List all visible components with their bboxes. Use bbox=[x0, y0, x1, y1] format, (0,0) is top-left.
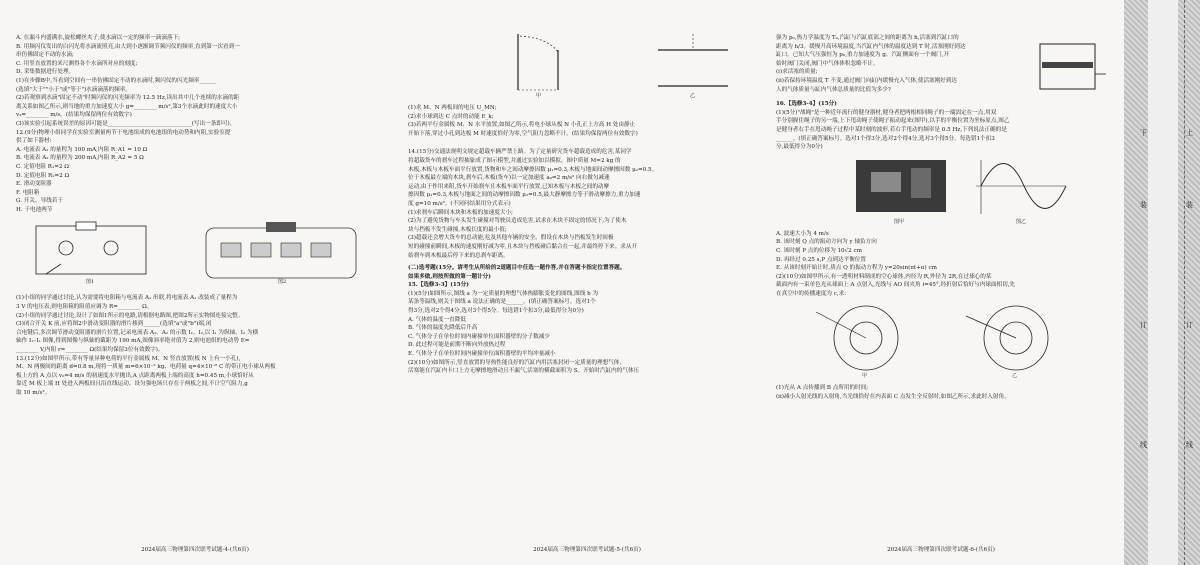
binding-mark: 线 bbox=[1140, 441, 1147, 449]
text-line: A. 气体的温度一直降低 bbox=[408, 316, 466, 323]
figure-caption: 图甲 bbox=[894, 218, 905, 225]
elective-instruction: 如果多做,则按所做的第一题计分) bbox=[408, 273, 491, 280]
question-text-block bbox=[16, 294, 378, 397]
binding-mark: 装 bbox=[1186, 201, 1193, 209]
wave-figures bbox=[776, 156, 1110, 226]
text-line: B. 该时刻 Q 点的振动方向为 y 轴负方向 bbox=[776, 239, 877, 246]
text-line: E. 气体分子在单位时间内碰撞单位面积器壁的平均冲量减小 bbox=[408, 351, 556, 358]
text-line: A. 电流表 A₁ 的量程为 100 mA,内阻 R_A1 = 10 Ω bbox=[16, 146, 148, 153]
text-line: 离关系如图乙所示,则当地的重力加速度大小 g=________ m/s²,第3个水滴此时的速度大小 bbox=[16, 103, 238, 110]
question-text-block bbox=[776, 384, 1110, 401]
sphere-figures bbox=[776, 302, 1110, 380]
text-line: B. 用频闪仪发出的白闪光将水滴流照亮,由大到小逐渐调节频闪仪的频率,直到第一次看到一 bbox=[16, 43, 240, 50]
text-line: A. 波速大小为 4 m/s bbox=[776, 230, 829, 237]
text-line: (2)求小球到达 C 点时的动能 E_k; bbox=[408, 113, 494, 120]
text-line: (3)该实验引起系统误差的原因可能是______________________________(写出一条即可)。 bbox=[16, 120, 236, 127]
question-title: 16.【选修3-4】(15分) bbox=[776, 101, 837, 108]
text-line: (1)在步骤B中,当看到空间有一串仿佛固定不动的水滴时,频闪仪的闪光频率______ bbox=[16, 77, 217, 84]
figure-caption: 甲 bbox=[536, 93, 542, 99]
text-line: 木板,木板与木板车面平行放置,货物和车之间动摩擦因数 μ₁=0.3,木板与地面间动摩擦因数 μ₂=0.5。 bbox=[408, 166, 658, 173]
text-line: M、N 两极间的距离 d=0.8 m,现将一质量 m=6×10⁻² kg、电荷量 q=4×10⁻⁶ C 的带正电小球从两板 bbox=[16, 364, 276, 371]
text-line: B. 气体的温度先降低后升高 bbox=[408, 325, 478, 332]
question-title: 15.【选修3-3】(15分) bbox=[408, 282, 469, 289]
text-line: 手分别握住绳子的另一端,上下甩动绳子使绳子振动起来(图甲),以手的平衡位置为坐标原点,图乙 bbox=[776, 118, 1010, 125]
question-text-block bbox=[408, 104, 770, 138]
text-line: G. 开关、导线若干 bbox=[16, 198, 63, 205]
text-line: 在真空中的传播速度为 c,求: bbox=[776, 290, 847, 297]
binding-mark: 订 bbox=[1140, 321, 1147, 329]
text-line: C. 定值电阻 R₁=2 Ω bbox=[16, 163, 69, 170]
text-line: ______。(填正确答案标号。选对1个得3分,选对2个得4分,选对3个得5分。每选错1个扣3 bbox=[776, 135, 995, 142]
text-line: A. 在漏斗内盛满水,旋松螺丝夹子,使水滴以一定的频率一滴滴落下; bbox=[16, 35, 181, 41]
elective-instruction: (二)选考题(15分。请考生从所给的2道题目中任选一题作答,并在答题卡指定位置答题。 bbox=[408, 265, 626, 272]
text-line: 人的气体质量与缸内气体总质量的比值为多少? bbox=[776, 86, 891, 93]
text-line: D. 采集数据进行处理。 bbox=[16, 69, 75, 76]
binding-mark: 下 bbox=[1140, 129, 1147, 137]
exam-page-5 bbox=[392, 0, 782, 565]
page-footer: 2024届高三物理第四次联考试题-4-(共6页) bbox=[141, 547, 249, 553]
text-line: (1)求 M、N 两板间的电压 U_MN; bbox=[408, 105, 497, 111]
text-line: D. 定值电阻 R₂=2 Ω bbox=[16, 172, 70, 179]
battle-rope-figures bbox=[776, 156, 1116, 218]
text-line: (1)(5分)"战绳"是一种近年流行的健身器材,健身者把两根相同绳子的一端固定在一点,用双 bbox=[776, 109, 997, 116]
question-text-block bbox=[408, 148, 770, 260]
text-line: 缸口。已知大气压强恒为 p₀,重力加速度为 g。汽缸侧面有一个阀门,开 bbox=[776, 52, 950, 59]
text-line: (2)小组的同学通过讨论,设计了如图1所示的电路,请根据电路图,把图2所示实物图连接完整。 bbox=[16, 312, 244, 319]
text-line: (1)求刹车后瞬间木块和木板的加速度大小; bbox=[408, 209, 513, 216]
text-line: ________ V,内阻 r=________ Ω(结果均保留3位有效数字)。 bbox=[16, 347, 164, 354]
text-line: 合电键后,多次调节滑动变阻器的滑片位置,记录电流表 A₁、A₂ 的示数 I₁、I₂,以 I₁ 为纵轴、I₂ 为横 bbox=[16, 329, 259, 336]
text-line: 某条等温线,则关于图线 a 说法正确的是______。(填正确答案标号。选对1个 bbox=[408, 299, 596, 306]
text-line: 运动,由于作用来阻,货车开始刹车且木板车面平行放置,已知木板与木板之间的动摩 bbox=[408, 183, 610, 190]
text-line: 始时阀门关闭,阀门中气体体积忽略不计。 bbox=[776, 60, 879, 67]
text-line: (1)小组的同学通过讨论,认为需要将电阻箱与电流表 A₁ 串联,将电流表 A₁ 改装成了量程为 bbox=[16, 295, 238, 302]
text-line: (3)超载还会增大货车的总动能,危及其他车辆的安全。假设在木块与挡板发生时间极 bbox=[408, 235, 614, 242]
text-line: 轴作 I₁–I₂ 图像,得到图像与纵轴的截距为 190 mA,图像斜率绝对值为 2,则电池组的电动势 E= bbox=[16, 338, 250, 345]
circuit-figures bbox=[16, 218, 378, 290]
text-line: 板上方的 A 点以 v₀=4 m/s 的初速度水平抛出,A 点距离两板上端的高度 h=0.45 m,小球恰好从 bbox=[16, 372, 254, 379]
text-line: C. 用竖直放置的米尺测得各个水滴所对应的刻度; bbox=[16, 60, 138, 67]
text-line: D. 此过程可能是前期不断向外放热过程 bbox=[408, 342, 506, 349]
figure-caption: 乙 bbox=[690, 93, 696, 99]
text-line: 度 g=10 m/s²。(不同问结果用分式表示) bbox=[408, 200, 511, 207]
text-line: 短的碰撞前瞬间,木板的速度刚好减为零,且木块与挡板碰后黏合在一起,并最终停下来。求从开 bbox=[408, 243, 638, 250]
text-line: (i)求活塞的质量; bbox=[776, 69, 818, 76]
text-line: (ii)减小入射光线的入射角,当光线恰好在内表面 C 点发生全反射时,如图乙所示,求此时入射角。 bbox=[776, 394, 1010, 401]
text-line: 距离为 h/3。缓慢升高环境温度,当汽缸内气体的温度达到 T 时,活塞刚好到达 bbox=[776, 43, 966, 50]
text-line: v₃=________ m/s。(结果均保留两位有效数字) bbox=[16, 112, 132, 119]
text-line: E. 滑动变阻器 bbox=[16, 181, 52, 188]
text-line: 块与挡板不发生碰撞,木板长度的最小值; bbox=[408, 226, 507, 233]
text-line: C. 气体分子在单位时间内碰撞单位面积器壁的分子数减少 bbox=[408, 333, 550, 340]
text-line: E. 从该时刻开始计时,质点 Q 的振动方程为 y=20sin(πt+π) cm bbox=[776, 265, 937, 272]
text-line: 供了如下器材: bbox=[16, 138, 52, 145]
text-line: (1)(5分)如图所示,图线 a 为一定质量的理想气体热膨胀变化的图线,图线 b 为 bbox=[408, 290, 599, 297]
text-line: 是健身者右手在甩动绳子过程中某时刻的波形,若右手甩动的频率是 0.5 Hz,下列说法正确的是 bbox=[776, 126, 1007, 133]
text-line: (选填"大于""小于"或"等于")水滴滴落的频率。 bbox=[16, 86, 131, 93]
text-line: 12.(9分)物理小组同学在实验室测量两节干电池组成的电池组的电动势和内阻,实验室提 bbox=[16, 129, 231, 136]
text-line: 得3分,选对2个得4分,选对3个得5分。每选错1个扣3分,最低得分为0分) bbox=[408, 308, 584, 315]
text-line: 强为 p₀,热力学温度为 T₀,汽缸与汽缸底部之间的距离为 h,活塞到汽缸口的 bbox=[776, 35, 959, 41]
text-line: 靠近 M 板上端 H 处进入两板间且沿直线运动。设匀强电场只存在于两板之间,不计空气阻力,g bbox=[16, 381, 248, 388]
figure-caption: 图乙 bbox=[1016, 218, 1027, 225]
hollow-sphere-diagram bbox=[776, 302, 1116, 374]
question-text-block bbox=[776, 230, 1110, 299]
binding-mark: 装 bbox=[1140, 201, 1147, 209]
text-line: F. 电阻箱 bbox=[16, 189, 40, 196]
text-line: (ii)若保持环境温度 T 不变,通过阀门向缸内缓慢充入气体,使活塞刚好到达 bbox=[776, 77, 958, 84]
text-line: (2)(10分)如图甲所示,有一透明材料制成的空心球体,内径为 R,外径为 2R,在过球心的某 bbox=[776, 273, 992, 280]
text-line: H. 干电池两节 bbox=[16, 206, 53, 213]
question-text-block bbox=[776, 34, 1026, 94]
circuit-diagram bbox=[16, 218, 376, 286]
cylinder-diagram bbox=[1030, 34, 1110, 94]
text-line: 开始下落,穿过小孔到达板 M 时速度恰好为零,空气阻力忽略不计。(结果均保留两位有效数字) bbox=[408, 130, 638, 137]
text-line: 将超载货车的刹车过程抽象成了图示模型,并通过实验加以模拟。图中质量 M=2 kg 的 bbox=[408, 157, 621, 164]
figure-caption: 图2 bbox=[278, 279, 287, 286]
question-text-block bbox=[776, 109, 1110, 152]
text-line: 活塞能在汽缸内卡口上方无摩擦地滑动且不漏气,活塞的横截面积为 S。开始时汽缸内的气体压 bbox=[408, 368, 640, 375]
text-line: (2)若观察到水滴"固定不动"时频闪仪的闪光频率为 12.5 Hz,读出其中几个连续的水滴的距 bbox=[16, 95, 240, 102]
parallel-plate-diagram bbox=[408, 30, 768, 96]
page-footer: 2024届高三物理第四次联考试题-6-(共6页) bbox=[887, 547, 995, 553]
page-footer: 2024届高三物理第四次联考试题-5-(共6页) bbox=[533, 547, 641, 553]
text-line: (1)光从 A 点传播到 B 点所用的时间; bbox=[776, 385, 869, 392]
binding-mark: 上 bbox=[1186, 129, 1193, 137]
text-line: (2)(10分)如图所示,竖直放置的导热性能良好的汽缸内用活塞封闭一定质量的理想气体, bbox=[408, 359, 622, 366]
figure-caption: 图1 bbox=[86, 279, 95, 286]
question-text-block bbox=[16, 34, 378, 214]
text-line: 串仿佛固定不动的水滴; bbox=[16, 52, 74, 59]
exam-page-4 bbox=[0, 0, 390, 565]
question-text-block bbox=[408, 290, 770, 376]
binding-margin bbox=[1124, 0, 1200, 565]
text-line: 14.(15分)交通法规明文规定超载车辆严禁上路。为了定量研究货车超载造成的危害,某同学 bbox=[408, 149, 632, 156]
text-line: 取 10 m/s²。 bbox=[16, 390, 51, 396]
text-line: (2)为了避免货物与车头发生碰撞对驾驶员造成危害,试求在木块不固定的情况下,为了使木 bbox=[408, 218, 627, 225]
binding-mark: 线 bbox=[1186, 441, 1193, 449]
text-line: 擦因数 μ₁=0.3,木板与地面之间的动摩擦因数 μ₂=0.5,最大静摩擦力等于滑动摩擦力,重力加速 bbox=[408, 192, 641, 199]
plate-figures bbox=[408, 30, 770, 100]
exam-page-6 bbox=[760, 0, 1122, 565]
text-line: B. 电流表 A₂ 的量程为 200 mA,内阻 R_A2 = 5 Ω bbox=[16, 155, 144, 162]
text-line: 始刹车到木板最后停下来的总刹车距离。 bbox=[408, 252, 509, 259]
text-line: 13.(12分)如图甲所示,带有等量异种电荷的平行金属板 M、N 竖直放置(板 N 上有一小孔), bbox=[16, 355, 241, 362]
text-line: 截面内有一束单色光从球面上 A 点射入,光线与 AO 间夹角 i=45°,经折射后恰好与内球面相切,先 bbox=[776, 282, 1016, 289]
text-line: 位于木板最左端的木块,刹车后,木板(货车)以一定加速度 a₀=2 m/s² 向右做匀减速 bbox=[408, 175, 610, 182]
figure-caption: 甲 bbox=[862, 373, 868, 380]
text-line: 3 V 的电压表,则电阻箱的阻值应调为 R=________ Ω。 bbox=[16, 304, 153, 311]
binding-mark: 订 bbox=[1186, 321, 1193, 329]
text-line: C. 该时刻 P 点的位移为 10√2 cm bbox=[776, 247, 862, 254]
figure-caption: 乙 bbox=[1012, 373, 1018, 380]
text-line: (3)若两平行金属板 M、N 水平放置,如图乙所示,将电小球从板 N 小孔正上方高 H 处由静止 bbox=[408, 122, 636, 129]
text-line: D. 再经过 0.25 s,P 点到达平衡位置 bbox=[776, 256, 866, 263]
text-line: (3)闭合开关 K 前,应将图2中滑动变阻器的滑片移到______(选填"a"或"b")端,闭 bbox=[16, 321, 212, 328]
text-line: 分,最低得分为0分) bbox=[776, 144, 823, 151]
